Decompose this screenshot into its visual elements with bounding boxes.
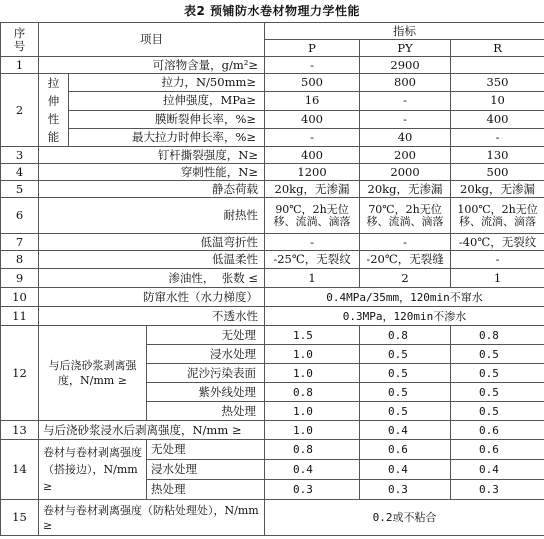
cell-py: 0.5 — [360, 402, 451, 421]
table-row — [1, 164, 544, 181]
table-row — [1, 181, 544, 198]
cell-r: 130 — [451, 147, 544, 164]
table-row — [1, 500, 544, 536]
cell-p: 1200 — [265, 164, 360, 181]
seq-header: 序 号 — [1, 23, 39, 57]
cell-r: 400 — [451, 110, 544, 128]
cell-py: 70℃，2h无位移、流淌、滴落 — [360, 198, 451, 234]
row-group-label: 与后浇砂浆剥离强度，N/mm ≥ — [39, 326, 147, 421]
properties-table — [0, 22, 544, 536]
type-p-header: P — [265, 40, 360, 57]
cell-py: - — [360, 92, 451, 110]
row-item: 穿刺性能，N≥ — [39, 164, 265, 181]
row-item: 无处理 — [147, 440, 265, 460]
cell-p: 1.0 — [265, 364, 360, 383]
row-number: 10 — [1, 288, 39, 307]
cell-py: 2 — [360, 269, 451, 288]
row-item: 渗油性， 张数 ≤ — [39, 269, 265, 288]
header-row — [1, 23, 544, 40]
cell-py: 2000 — [360, 164, 451, 181]
cell-py: 0.3 — [360, 480, 451, 500]
cell-r: 500 — [451, 164, 544, 181]
row-item: 无处理 — [147, 326, 265, 345]
cell-p: 0.3 — [265, 480, 360, 500]
row-number: 5 — [1, 181, 39, 198]
cell-r: 0.5 — [451, 364, 544, 383]
cell-merged: 0.3MPa，120min不渗水 — [265, 307, 544, 326]
table-row — [1, 269, 544, 288]
cell-p: 1.0 — [265, 345, 360, 364]
cell-r: - — [451, 128, 544, 146]
row-number: 6 — [1, 198, 39, 234]
row-item: 拉力，N/50mm≥ — [69, 74, 265, 92]
table-row — [1, 74, 544, 92]
cell-py: 800 — [360, 74, 451, 92]
row-number: 7 — [1, 234, 39, 251]
cell-p: - — [265, 57, 360, 74]
cell-r: 0.3 — [451, 480, 544, 500]
table-row — [1, 128, 544, 146]
row-item: 防窜水性（水力梯度） — [39, 288, 265, 307]
table-row — [1, 307, 544, 326]
cell-py: - — [360, 234, 451, 251]
cell-p: - — [265, 234, 360, 251]
cell-py: 40 — [360, 128, 451, 146]
cell-py: 0.6 — [360, 440, 451, 460]
cell-p: 1 — [265, 269, 360, 288]
cell-r: -40℃，无裂纹 — [451, 234, 544, 251]
cell-r: 0.8 — [451, 326, 544, 345]
cell-p: - — [265, 128, 360, 146]
row-item: 耐热性 — [39, 198, 265, 234]
cell-p: 400 — [265, 110, 360, 128]
cell-r: 10 — [451, 92, 544, 110]
cell-merged: 0.2或不粘合 — [265, 500, 544, 536]
table-row — [1, 288, 544, 307]
cell-r: 0.6 — [451, 421, 544, 440]
cell-p: 0.8 — [265, 440, 360, 460]
row-item: 卷材与卷材剥离强度（防粘处理处），N/mm ≥ — [39, 500, 265, 536]
row-item: 静态荷载 — [39, 181, 265, 198]
cell-py: 0.5 — [360, 345, 451, 364]
row-item: 可溶物含量，g/m²≥ — [39, 57, 265, 74]
row-item: 热处理 — [147, 480, 265, 500]
cell-py: -20℃，无裂缝 — [360, 251, 451, 269]
table-row — [1, 234, 544, 251]
cell-merged: 0.4MPa/35mm，120min不窜水 — [265, 288, 544, 307]
row-number: 2 — [1, 74, 39, 147]
table-row — [1, 57, 544, 74]
row-item: 膜断裂伸长率，%≥ — [69, 110, 265, 128]
row-item: 泥沙污染表面 — [147, 364, 265, 383]
cell-py: 20kg，无渗漏 — [360, 181, 451, 198]
table-row — [1, 326, 544, 345]
row-number: 4 — [1, 164, 39, 181]
cell-r: 0.4 — [451, 460, 544, 480]
cell-p: 20kg，无渗漏 — [265, 181, 360, 198]
row-number: 13 — [1, 421, 39, 440]
cell-py: 2900 — [360, 57, 451, 74]
row-item: 拉伸强度，MPa≥ — [69, 92, 265, 110]
row-item: 浸水处理 — [147, 460, 265, 480]
table-title: 表2 预铺防水卷材物理力学性能 — [183, 4, 361, 18]
indicator-header: 指标 — [265, 23, 544, 40]
cell-r: 350 — [451, 74, 544, 92]
row-item: 最大拉力时伸长率，%≥ — [69, 128, 265, 146]
row-number: 9 — [1, 269, 39, 288]
row-number: 14 — [1, 440, 39, 500]
item-header: 项目 — [39, 23, 265, 57]
cell-r: 0.5 — [451, 345, 544, 364]
table-row — [1, 92, 544, 110]
row-item: 紫外线处理 — [147, 383, 265, 402]
row-number: 11 — [1, 307, 39, 326]
row-item: 不透水性 — [39, 307, 265, 326]
table-row — [1, 440, 544, 460]
cell-r: - — [451, 251, 544, 269]
cell-py: 0.8 — [360, 326, 451, 345]
cell-r-empty — [451, 57, 544, 74]
row-item: 与后浇砂浆浸水后剥离强度，N/mm ≥ — [39, 421, 265, 440]
row-item: 浸水处理 — [147, 345, 265, 364]
cell-r: 20kg，无渗漏 — [451, 181, 544, 198]
cell-r: 0.5 — [451, 383, 544, 402]
cell-p: 90℃，2h无位移、流淌、滴落 — [265, 198, 360, 234]
table-row — [1, 421, 544, 440]
cell-py: 200 — [360, 147, 451, 164]
row-item: 低温弯折性 — [39, 234, 265, 251]
cell-py: 0.4 — [360, 421, 451, 440]
cell-p: 500 — [265, 74, 360, 92]
table-row — [1, 147, 544, 164]
row-number: 8 — [1, 251, 39, 269]
cell-py: 0.4 — [360, 460, 451, 480]
row-item: 低温柔性 — [39, 251, 265, 269]
table-row — [1, 251, 544, 269]
cell-r: 1 — [451, 269, 544, 288]
cell-p: 1.5 — [265, 326, 360, 345]
table-row — [1, 110, 544, 128]
cell-p: 1.0 — [265, 421, 360, 440]
table-row — [1, 198, 544, 234]
cell-py: 0.5 — [360, 383, 451, 402]
row-item: 钉杆撕裂强度，N≥ — [39, 147, 265, 164]
cell-p: 0.8 — [265, 383, 360, 402]
row-item: 热处理 — [147, 402, 265, 421]
cell-py: 0.5 — [360, 364, 451, 383]
cell-r: 0.5 — [451, 402, 544, 421]
cell-p: 16 — [265, 92, 360, 110]
cell-r: 100℃，2h无位移、流淌、滴落 — [451, 198, 544, 234]
type-py-header: PY — [360, 40, 451, 57]
type-r-header: R — [451, 40, 544, 57]
row-number: 15 — [1, 500, 39, 536]
row-number: 1 — [1, 57, 39, 74]
cell-p: 400 — [265, 147, 360, 164]
cell-p: 0.4 — [265, 460, 360, 480]
row-number: 12 — [1, 326, 39, 421]
cell-r: 0.6 — [451, 440, 544, 460]
row-group-label: 拉伸性能 — [39, 74, 69, 147]
cell-py: - — [360, 110, 451, 128]
row-number: 3 — [1, 147, 39, 164]
cell-p: -25℃，无裂纹 — [265, 251, 360, 269]
row-group-label: 卷材与卷材剥离强度（搭接边），N/mm ≥ — [39, 440, 147, 500]
cell-p: 1.0 — [265, 402, 360, 421]
